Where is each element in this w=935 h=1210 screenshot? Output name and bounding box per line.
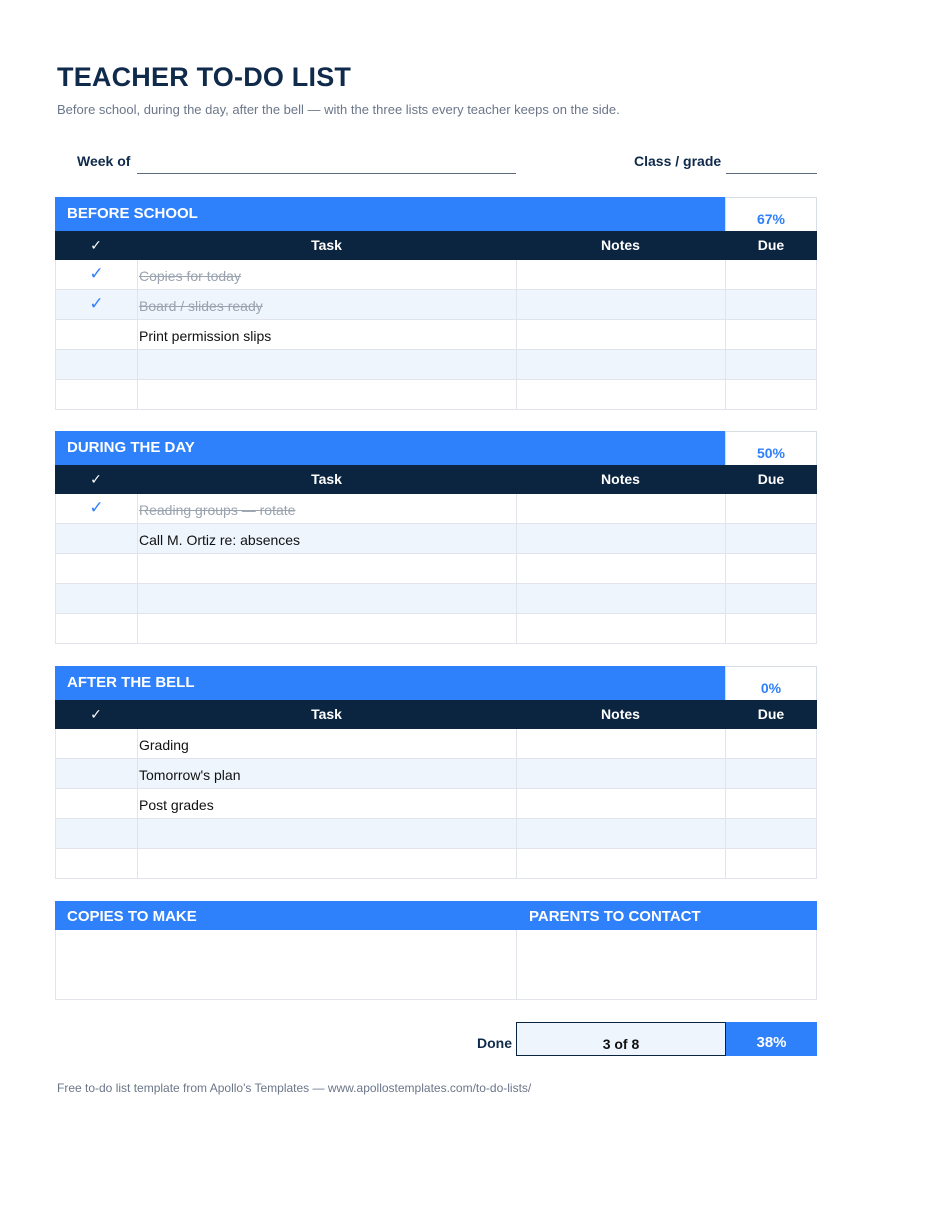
col-task: Task	[311, 237, 342, 253]
col-due: Due	[757, 471, 785, 487]
row-task[interactable]	[137, 380, 516, 410]
row-task[interactable]	[137, 350, 516, 380]
row-due[interactable]	[725, 290, 817, 320]
row-task[interactable]	[137, 584, 516, 614]
col-due: Due	[757, 237, 785, 253]
row-checkbox[interactable]	[55, 350, 137, 380]
table-row	[55, 494, 817, 524]
row-notes[interactable]	[516, 729, 725, 759]
row-notes[interactable]	[516, 290, 725, 320]
table-row	[55, 819, 817, 849]
col-notes: Notes	[601, 471, 640, 487]
week-input[interactable]	[137, 173, 516, 174]
row-checkbox[interactable]	[55, 789, 137, 819]
table-row	[55, 849, 817, 879]
row-notes[interactable]	[516, 819, 725, 849]
row-task[interactable]: Copies for today	[137, 260, 516, 290]
table-row	[55, 260, 817, 290]
row-notes[interactable]	[516, 380, 725, 410]
row-task[interactable]	[137, 554, 516, 584]
col-check: ✓	[90, 237, 102, 253]
column-header-row	[55, 700, 817, 729]
section-percent: 50%	[725, 431, 817, 465]
row-due[interactable]	[725, 584, 817, 614]
row-due[interactable]	[725, 380, 817, 410]
row-task[interactable]: Board / slides ready	[137, 290, 516, 320]
row-due[interactable]	[725, 524, 817, 554]
page-subtitle: Before school, during the day, after the bell — with the three lists every teacher keeps on the side.	[57, 102, 620, 117]
copies-to-make-title: COPIES TO MAKE	[67, 908, 197, 925]
row-checkbox[interactable]	[55, 320, 137, 350]
section-title: AFTER THE BELL	[55, 666, 725, 700]
row-checkbox[interactable]: ✓	[55, 494, 137, 524]
row-due[interactable]	[725, 789, 817, 819]
table-row	[55, 350, 817, 380]
row-notes[interactable]	[516, 524, 725, 554]
table-row	[55, 380, 817, 410]
row-due[interactable]	[725, 554, 817, 584]
row-checkbox[interactable]	[55, 819, 137, 849]
row-checkbox[interactable]: ✓	[55, 260, 137, 290]
row-due[interactable]	[725, 729, 817, 759]
row-notes[interactable]	[516, 494, 725, 524]
copies-to-make-area[interactable]	[55, 930, 517, 1000]
row-checkbox[interactable]	[55, 729, 137, 759]
row-notes[interactable]	[516, 320, 725, 350]
section-before-school	[55, 197, 817, 410]
row-notes[interactable]	[516, 350, 725, 380]
row-notes[interactable]	[516, 614, 725, 644]
done-count: 3 of 8	[516, 1022, 726, 1056]
row-due[interactable]	[725, 350, 817, 380]
row-due[interactable]	[725, 260, 817, 290]
row-checkbox[interactable]	[55, 524, 137, 554]
class-grade-input[interactable]	[726, 173, 817, 174]
row-task[interactable]: Grading	[137, 729, 516, 759]
row-task[interactable]: Reading groups — rotate	[137, 494, 516, 524]
row-task[interactable]	[137, 819, 516, 849]
row-due[interactable]	[725, 614, 817, 644]
table-row	[55, 320, 817, 350]
row-due[interactable]	[725, 819, 817, 849]
done-label: Done	[477, 1035, 512, 1051]
table-row	[55, 584, 817, 614]
table-row	[55, 729, 817, 759]
done-percent: 38%	[726, 1022, 817, 1056]
row-checkbox[interactable]	[55, 584, 137, 614]
section-title: BEFORE SCHOOL	[55, 197, 725, 231]
section-after-the-bell	[55, 666, 817, 879]
row-checkbox[interactable]	[55, 849, 137, 879]
row-task[interactable]: Print permission slips	[137, 320, 516, 350]
row-due[interactable]	[725, 320, 817, 350]
column-header-row	[55, 465, 817, 494]
side-lists	[55, 901, 817, 1000]
row-task[interactable]: Tomorrow's plan	[137, 759, 516, 789]
section-title: DURING THE DAY	[55, 431, 725, 465]
table-row	[55, 789, 817, 819]
row-due[interactable]	[725, 494, 817, 524]
col-check: ✓	[90, 706, 102, 722]
col-due: Due	[757, 706, 785, 722]
col-notes: Notes	[601, 706, 640, 722]
row-checkbox[interactable]	[55, 759, 137, 789]
col-task: Task	[311, 706, 342, 722]
section-percent: 0%	[725, 666, 817, 700]
row-due[interactable]	[725, 849, 817, 879]
row-checkbox[interactable]: ✓	[55, 290, 137, 320]
page-title: TEACHER TO-DO LIST	[57, 62, 352, 92]
column-header-row	[55, 231, 817, 260]
table-row	[55, 614, 817, 644]
parents-to-contact-area[interactable]	[517, 930, 817, 1000]
row-task[interactable]: Call M. Ortiz re: absences	[137, 524, 516, 554]
row-checkbox[interactable]	[55, 380, 137, 410]
parents-to-contact-title: PARENTS TO CONTACT	[529, 908, 701, 925]
row-checkbox[interactable]	[55, 614, 137, 644]
section-during-the-day	[55, 431, 817, 644]
row-notes[interactable]	[516, 554, 725, 584]
table-row	[55, 524, 817, 554]
col-notes: Notes	[601, 237, 640, 253]
table-row	[55, 554, 817, 584]
week-label: Week of	[77, 153, 131, 169]
row-notes[interactable]	[516, 260, 725, 290]
footer-credit: Free to-do list template from Apollo's Templates — www.apollostemplates.com/to-do-lists/	[57, 1081, 532, 1095]
row-task[interactable]	[137, 614, 516, 644]
class-grade-label: Class / grade	[634, 153, 722, 169]
row-checkbox[interactable]	[55, 554, 137, 584]
row-notes[interactable]	[516, 849, 725, 879]
table-row	[55, 290, 817, 320]
table-row	[55, 759, 817, 789]
col-check: ✓	[90, 471, 102, 487]
row-notes[interactable]	[516, 584, 725, 614]
row-task[interactable]	[137, 849, 516, 879]
section-percent: 67%	[725, 197, 817, 231]
row-notes[interactable]	[516, 759, 725, 789]
row-due[interactable]	[725, 759, 817, 789]
col-task: Task	[311, 471, 342, 487]
row-notes[interactable]	[516, 789, 725, 819]
row-task[interactable]: Post grades	[137, 789, 516, 819]
